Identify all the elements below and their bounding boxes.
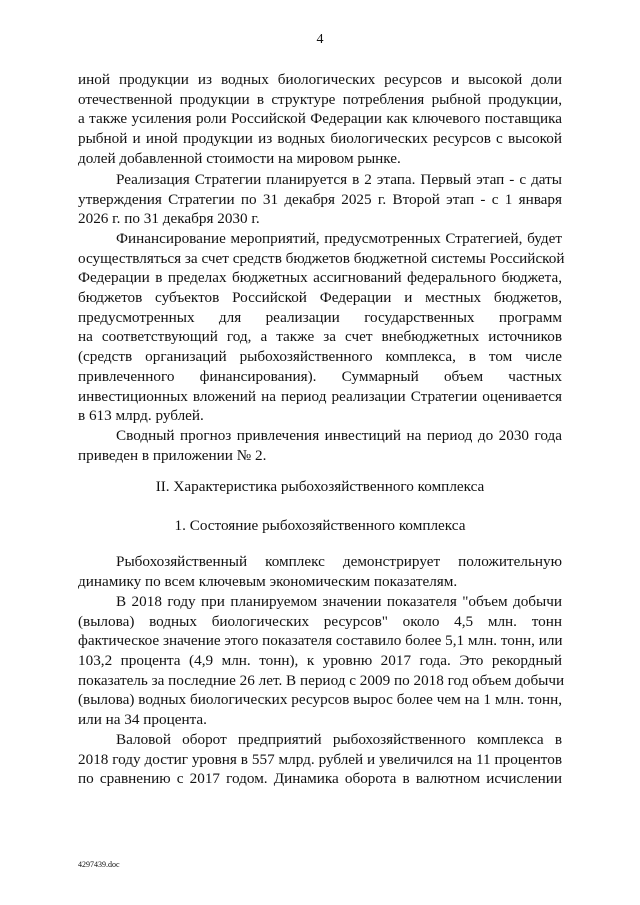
text-line: 103,2 процента (4,9 млн. тонн), к уровню 2017 года. Это рекордный bbox=[78, 652, 562, 670]
text-line: иной продукции из водных биологических ресурсов и высокой доли bbox=[78, 71, 562, 88]
subsection-heading: 1. Состояние рыбохозяйственного комплекса bbox=[174, 517, 466, 534]
intro-paragraph bbox=[78, 70, 562, 168]
section-heading: II. Характеристика рыбохозяйственного комплекса bbox=[155, 478, 485, 495]
text-line: или на 34 процента. bbox=[78, 711, 207, 729]
dynamics-paragraph bbox=[78, 552, 562, 591]
page-number: 4 bbox=[316, 32, 324, 47]
text-line: на соответствующий год, а также за счет внебюджетных источников bbox=[78, 328, 562, 346]
financing-paragraph bbox=[78, 229, 565, 426]
text-line: динамику по всем ключевым экономическим показателям. bbox=[78, 572, 458, 590]
text-line: Финансирование мероприятий, предусмотренных Стратегией, будет bbox=[116, 230, 562, 247]
forecast-paragraph bbox=[78, 426, 562, 465]
text-line: привлеченного финансирования). Суммарный объем частных bbox=[78, 367, 562, 385]
text-line: фактическое значение этого показателя составило более 5,1 млн. тонн, или bbox=[78, 632, 563, 650]
text-line: инвестиционных вложений на период реализации Стратегии оценивается bbox=[78, 387, 562, 405]
text-line: (вылова) водных биологических ресурсов вырос более чем на 1 млн. тонн, bbox=[78, 691, 562, 709]
text-line: Федерации в пределах бюджетных ассигнований федерального бюджета, bbox=[78, 269, 562, 287]
text-line: 2018 году достиг уровня в 557 млрд. рублей и увеличился на 11 процентов bbox=[78, 750, 562, 768]
text-line: Сводный прогноз привлечения инвестиций на период до 2030 года bbox=[116, 427, 562, 444]
text-line: В 2018 году при планируемом значении показателя "объем добычи bbox=[116, 593, 562, 610]
text-line: долей добавленной стоимости на мировом рынке. bbox=[78, 149, 401, 167]
text-line: отечественной продукции в структуре потребления рыбной продукции, bbox=[78, 90, 562, 108]
text-line: бюджетов субъектов Российской Федерации и местных бюджетов, bbox=[78, 289, 562, 307]
text-line: показатель за последние 26 лет. В период с 2009 по 2018 год объем добычи bbox=[78, 671, 565, 689]
text-line: 2026 г. по 31 декабря 2030 г. bbox=[78, 210, 260, 228]
text-line: рыбной и иной продукции из водных биологических ресурсов с высокой bbox=[78, 130, 562, 148]
text-line: осуществляться за счет средств бюджетов бюджетной системы Российской bbox=[78, 249, 565, 267]
text-line: в 613 млрд. рублей. bbox=[78, 407, 204, 425]
catch-2018-paragraph bbox=[78, 592, 565, 730]
text-line: Реализация Стратегии планируется в 2 этапа. Первый этап - с даты bbox=[116, 171, 562, 188]
text-line: Валовой оборот предприятий рыбохозяйственного комплекса в bbox=[116, 731, 562, 748]
text-line: Рыбохозяйственный комплекс демонстрирует положительную bbox=[116, 553, 562, 570]
text-line: а также усиления роли Российской Федерации как ключевого поставщика bbox=[78, 110, 562, 128]
text-line: утверждения Стратегии по 31 декабря 2025 г. Второй этап - с 1 января bbox=[78, 190, 562, 208]
text-line: (средств организаций рыбохозяйственного комплекса, в том числе bbox=[78, 348, 562, 366]
stages-paragraph bbox=[78, 170, 562, 229]
text-line: приведен в приложении № 2. bbox=[78, 446, 267, 464]
text-line: предусмотренных для реализации государственных программ bbox=[78, 308, 562, 326]
document-id: 4297439.doc bbox=[78, 860, 120, 869]
turnover-paragraph bbox=[78, 730, 562, 789]
text-line: (вылова) водных биологических ресурсов" около 4,5 млн. тонн bbox=[78, 612, 562, 630]
text-line: по сравнению с 2017 годом. Динамика оборота в валютном исчислении bbox=[78, 770, 562, 788]
